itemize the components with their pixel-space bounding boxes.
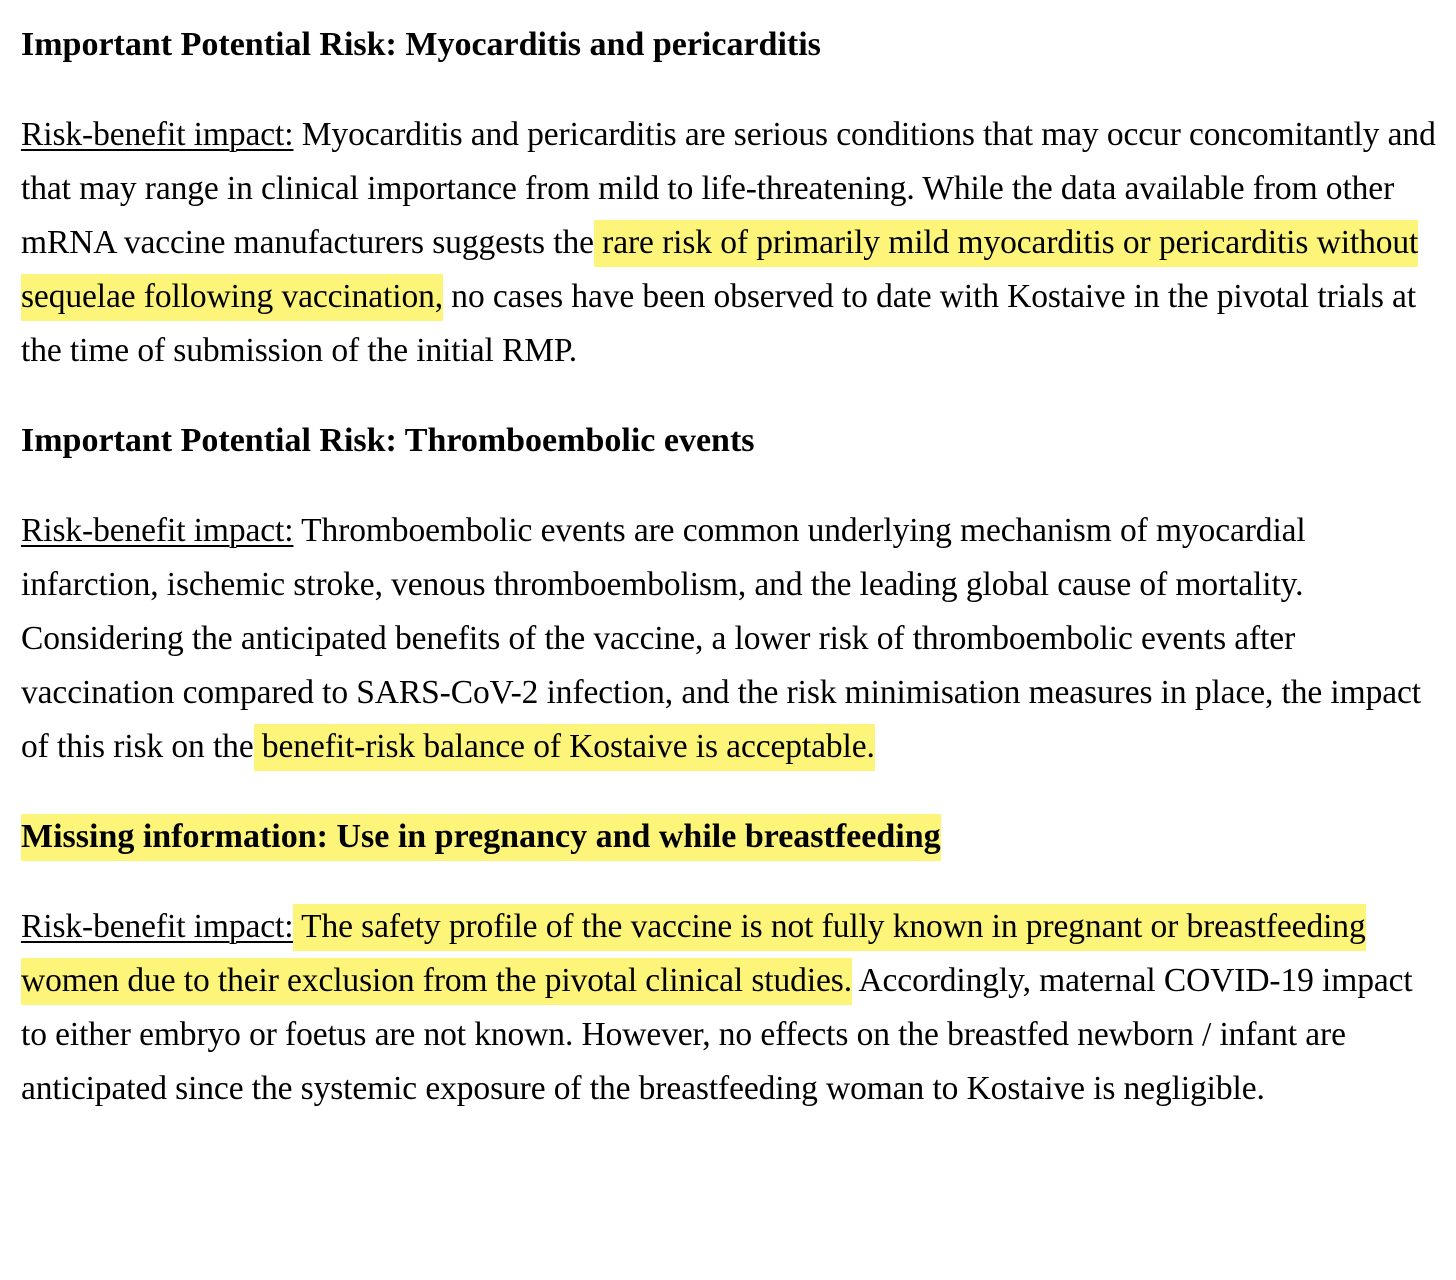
section-paragraph (21, 108, 1446, 378)
highlighted-text: benefit-risk balance of Kostaive is acceptable. (254, 724, 875, 771)
risk-benefit-label: Risk-benefit impact: (21, 512, 294, 549)
paragraph-text: Thromboembolic events are common underlying mechanism of myocardial infarction, ischemic stroke, venous thromboembolism, and the leading global cause of mortality. Considering the anticipated benefits of the vaccine, a lower risk of thromboembolic events after vaccination compared to SARS-CoV-2 infection, and the risk minimisation measures in place, the impact of this risk on the (21, 512, 1421, 765)
highlighted-heading: Missing information: Use in pregnancy and while breastfeeding (21, 814, 941, 861)
section-paragraph (21, 900, 1446, 1116)
section-heading: Important Potential Risk: Thromboembolic events (21, 422, 755, 459)
highlighted-text: The safety profile of the vaccine is not fully known in pregnant or breastfeeding women due to their exclusion from the pivotal clinical studies. (21, 904, 1366, 1005)
section-paragraph (21, 504, 1446, 774)
document-body (21, 0, 1446, 1116)
section-heading: Important Potential Risk: Myocarditis and pericarditis (21, 26, 821, 63)
paragraph-text: Accordingly, maternal COVID-19 impact to either embryo or foetus are not known. However, no effects on the breastfed newborn / infant are anticipated since the systemic exposure of the breastfeeding woman to Kostaive is negligible. (21, 962, 1413, 1107)
section-heading (21, 810, 1446, 864)
paragraph-text: Myocarditis and pericarditis are serious conditions that may occur concomitantly and that may range in clinical importance from mild to life-threatening. While the data available from other mRNA vaccine manufacturers suggests the (21, 116, 1436, 261)
risk-benefit-label: Risk-benefit impact: (21, 116, 294, 153)
paragraph-text: no cases have been observed to date with Kostaive in the pivotal trials at the time of submission of the initial RMP. (21, 278, 1417, 369)
section-pregnancy (21, 810, 1446, 1116)
highlighted-text: rare risk of primarily mild myocarditis or pericarditis without sequelae following vaccination, (21, 220, 1418, 321)
section-myocarditis (21, 18, 1446, 378)
section-thromboembolic (21, 414, 1446, 774)
risk-benefit-label: Risk-benefit impact: (21, 908, 294, 945)
